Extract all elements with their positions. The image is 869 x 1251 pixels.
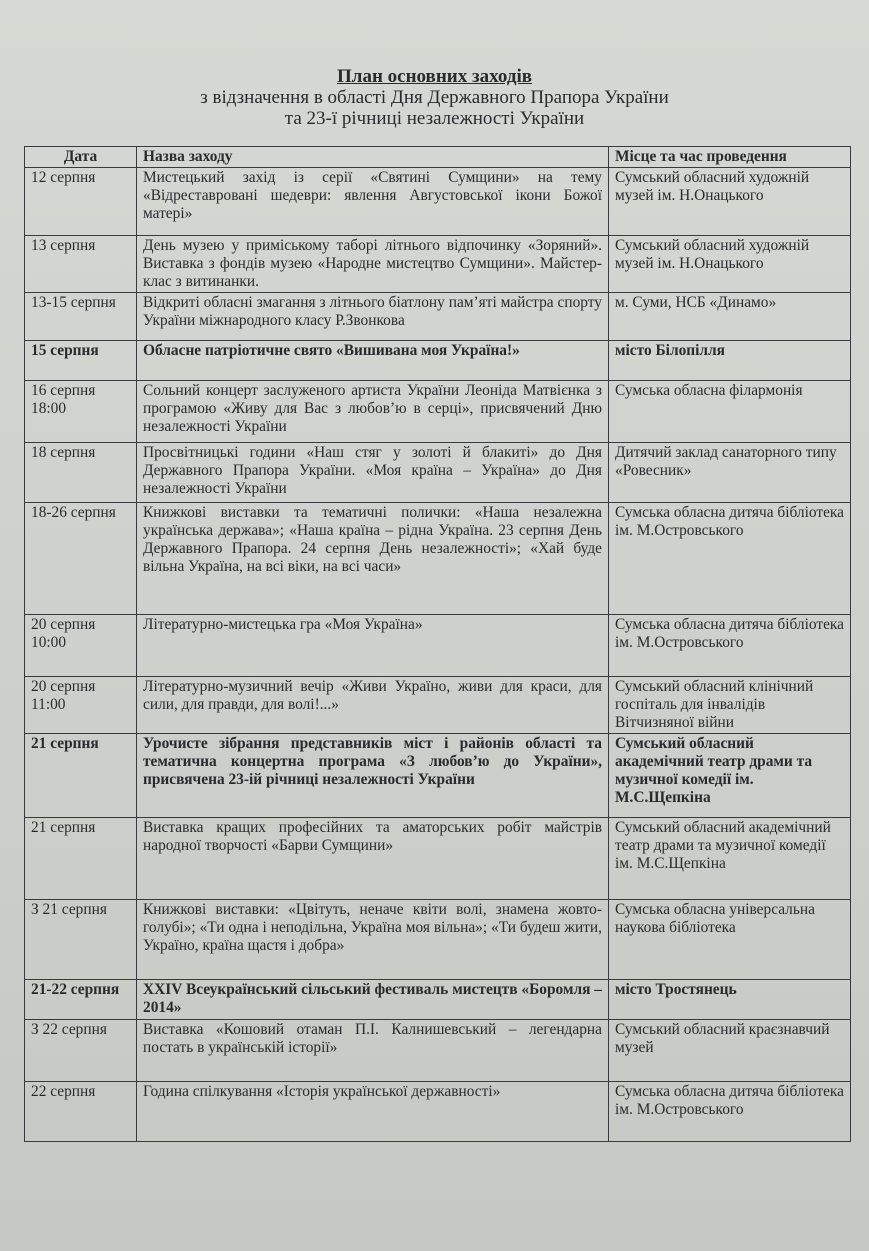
title-line-1: План основних заходів (337, 66, 532, 87)
table-row (25, 503, 851, 615)
cell-date: 18 серпня (25, 443, 137, 503)
table-row (25, 615, 851, 677)
cell-place: Сумський обласний академічний театр драми та музичної комедії ім. М.С.Щепкіна (609, 734, 851, 818)
table-row (25, 443, 851, 503)
table-row (25, 341, 851, 381)
cell-place: Сумський обласний художній музей ім. Н.Онацького (609, 168, 851, 236)
cell-event-name: XXIV Всеукраїнський сільський фестиваль мистецтв «Боромля – 2014» (137, 980, 609, 1020)
table-row (25, 1082, 851, 1142)
cell-place: Дитячий заклад санаторного типу «Ровесник» (609, 443, 851, 503)
cell-date: 13 серпня (25, 236, 137, 293)
cell-event-name: Сольний концерт заслуженого артиста України Леоніда Матвієнка з програмою «Живу для Вас з любов’ю в серці», присвячений Дню незалежності України (137, 381, 609, 443)
cell-date: 15 серпня (25, 341, 137, 381)
cell-date: 12 серпня (25, 168, 137, 236)
cell-place: Сумська обласна дитяча бібліотека ім. М.Островського (609, 615, 851, 677)
cell-date: 21 серпня (25, 818, 137, 900)
cell-date: 20 серпня 11:00 (25, 677, 137, 734)
cell-place: місто Білопілля (609, 341, 851, 381)
table-row (25, 818, 851, 900)
cell-place: Сумська обласна універсальна наукова бібліотека (609, 900, 851, 980)
cell-event-name: Мистецький захід із серії «Святині Сумщини» на тему «Відреставровані шедеври: явлення Августовської ікони Божої матері» (137, 168, 609, 236)
header-place: Місце та час проведення (609, 147, 851, 168)
table-row (25, 734, 851, 818)
table-row (25, 236, 851, 293)
events-table (24, 146, 851, 1142)
title-line-3: та 23-ї річниці незалежності України (284, 108, 585, 129)
table-row (25, 900, 851, 980)
cell-place: Сумський обласний художній музей ім. Н.Онацького (609, 236, 851, 293)
cell-place: Сумський обласний академічний театр драми та музичної комедії ім. М.С.Щепкіна (609, 818, 851, 900)
cell-event-name: Літературно-мистецька гра «Моя Україна» (137, 615, 609, 677)
table-row (25, 168, 851, 236)
cell-event-name: Відкриті обласні змагання з літнього біатлону пам’яті майстра спорту України міжнародного класу Р.Звонкова (137, 293, 609, 341)
cell-event-name: Літературно-музичний вечір «Живи Україно, живи для краси, для сили, для правди, для волі!...» (137, 677, 609, 734)
cell-date: 21-22 серпня (25, 980, 137, 1020)
cell-event-name: День музею у приміському таборі літнього відпочинку «Зоряний». Виставка з фондів музею «Народне мистецтво Сумщини». Майстер-клас з витинанки. (137, 236, 609, 293)
title-line-2: з відзначення в області Дня Державного Прапора України (200, 87, 669, 108)
cell-date: З 22 серпня (25, 1020, 137, 1082)
cell-place: Сумська обласна філармонія (609, 381, 851, 443)
cell-event-name: Година спілкування «Історія української державності» (137, 1082, 609, 1142)
table-row (25, 980, 851, 1020)
cell-place: м. Суми, НСБ «Динамо» (609, 293, 851, 341)
cell-place: Сумський обласний краєзнавчий музей (609, 1020, 851, 1082)
cell-date: 18-26 серпня (25, 503, 137, 615)
cell-place: місто Тростянець (609, 980, 851, 1020)
cell-date: 16 серпня 18:00 (25, 381, 137, 443)
cell-date: 20 серпня 10:00 (25, 615, 137, 677)
table-row (25, 293, 851, 341)
cell-place: Сумська обласна дитяча бібліотека ім. М.Островського (609, 503, 851, 615)
cell-place: Сумський обласний клінічний госпіталь для інвалідів Вітчизняної війни (609, 677, 851, 734)
cell-place: Сумська обласна дитяча бібліотека ім. М.Островського (609, 1082, 851, 1142)
cell-event-name: Книжкові виставки: «Цвітуть, неначе квіти волі, знамена жовто-голубі»; «Ти одна і неподільна, Україна моя вільна»; «Ти будеш жити, Україно, країна щастя і добра» (137, 900, 609, 980)
cell-date: 22 серпня (25, 1082, 137, 1142)
header-date: Дата (25, 147, 137, 168)
table-row (25, 677, 851, 734)
cell-date: 13-15 серпня (25, 293, 137, 341)
table-row (25, 1020, 851, 1082)
cell-date: З 21 серпня (25, 900, 137, 980)
cell-event-name: Виставка кращих професійних та аматорських робіт майстрів народної творчості «Барви Сумщини» (137, 818, 609, 900)
cell-event-name: Обласне патріотичне свято «Вишивана моя Україна!» (137, 341, 609, 381)
cell-event-name: Просвітницькі години «Наш стяг у золоті й блакиті» до Дня Державного Прапора України. «Моя країна – Україна» до Дня незалежності України (137, 443, 609, 503)
table-header-row (25, 147, 851, 168)
cell-event-name: Урочисте зібрання представників міст і районів області та тематична концертна програма «З любов’ю до України», присвячена 23-ій річниці незалежності України (137, 734, 609, 818)
cell-event-name: Виставка «Кошовий отаман П.І. Калнишевський – легендарна постать в українській історії» (137, 1020, 609, 1082)
cell-date: 21 серпня (25, 734, 137, 818)
document-title (0, 66, 869, 129)
table-row (25, 381, 851, 443)
header-name: Назва заходу (137, 147, 609, 168)
cell-event-name: Книжкові виставки та тематичні полички: «Наша незалежна українська держава»; «Наша країна – рідна Україна. 23 серпня День Державного Прапора. 24 серпня День незалежності»; «Хай буде вільна Україна, на всі віки, на всі часи» (137, 503, 609, 615)
